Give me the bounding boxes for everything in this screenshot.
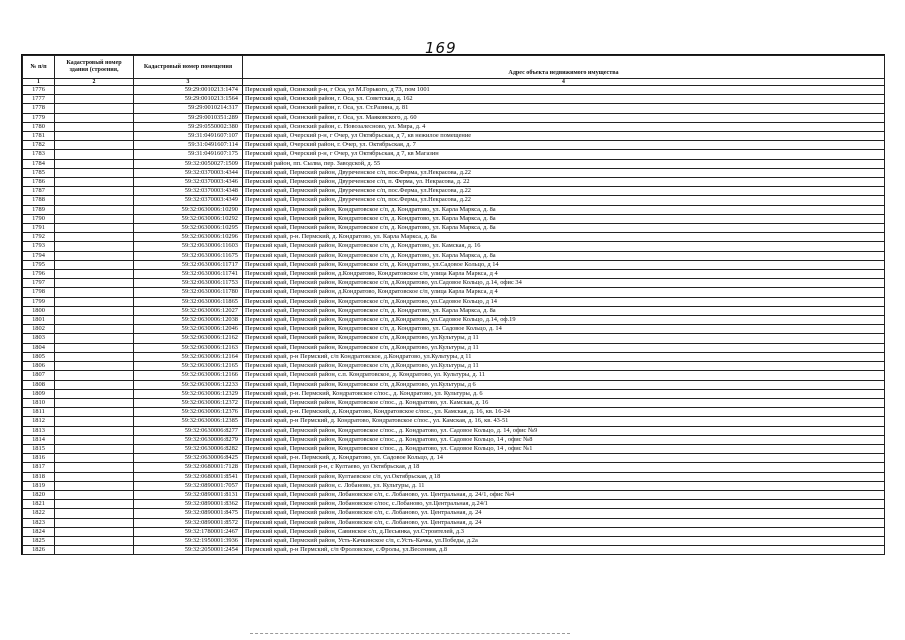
building-cadastral-cell bbox=[55, 104, 134, 113]
table-row bbox=[23, 306, 885, 315]
building-cadastral-cell bbox=[55, 251, 134, 260]
row-number-cell: 1791 bbox=[23, 224, 55, 233]
room-cadastral-cell: 59:32:0050027:1509 bbox=[134, 159, 243, 168]
building-cadastral-cell bbox=[55, 444, 134, 453]
address-cell: Пермский край, р-н Пермский, с/п Фроловское, с.Фролы, ул.Весенняя, д.8 bbox=[243, 546, 885, 555]
room-cadastral-cell: 59:32:1780001:2467 bbox=[134, 527, 243, 536]
table-row bbox=[23, 325, 885, 334]
row-number-cell: 1805 bbox=[23, 352, 55, 361]
table-row bbox=[23, 95, 885, 104]
table-row bbox=[23, 398, 885, 407]
row-number-cell: 1778 bbox=[23, 104, 55, 113]
room-cadastral-cell: 59:32:0630006:12385 bbox=[134, 417, 243, 426]
table-row bbox=[23, 233, 885, 242]
table-row bbox=[23, 168, 885, 177]
row-number-cell: 1800 bbox=[23, 306, 55, 315]
table-row bbox=[23, 454, 885, 463]
building-cadastral-cell bbox=[55, 95, 134, 104]
room-cadastral-cell: 59:31:0491607:107 bbox=[134, 132, 243, 141]
room-cadastral-cell: 59:32:0630006:12166 bbox=[134, 371, 243, 380]
table-row bbox=[23, 270, 885, 279]
column-index: 4 bbox=[243, 79, 885, 86]
table-row bbox=[23, 205, 885, 214]
building-cadastral-cell bbox=[55, 527, 134, 536]
room-cadastral-cell: 59:32:0630006:11603 bbox=[134, 242, 243, 251]
table-row bbox=[23, 150, 885, 159]
header-address: Адрес объекта недвижимого имущества bbox=[243, 56, 885, 79]
building-cadastral-cell bbox=[55, 233, 134, 242]
page-number: 169 bbox=[425, 39, 457, 57]
table-row bbox=[23, 251, 885, 260]
building-cadastral-cell bbox=[55, 122, 134, 131]
building-cadastral-cell bbox=[55, 343, 134, 352]
row-number-cell: 1796 bbox=[23, 270, 55, 279]
address-cell: Пермский край, Пермский район, Двуреченское с/п, пос.Ферма, ул.Некрасова, д.22 bbox=[243, 168, 885, 177]
row-number-cell: 1788 bbox=[23, 196, 55, 205]
row-number-cell: 1814 bbox=[23, 435, 55, 444]
table-row bbox=[23, 187, 885, 196]
building-cadastral-cell bbox=[55, 408, 134, 417]
row-number-cell: 1792 bbox=[23, 233, 55, 242]
table-row bbox=[23, 500, 885, 509]
row-number-cell: 1806 bbox=[23, 362, 55, 371]
room-cadastral-cell: 59:32:0630006:12165 bbox=[134, 362, 243, 371]
room-cadastral-cell: 59:32:0890001:8131 bbox=[134, 490, 243, 499]
table-row bbox=[23, 490, 885, 499]
row-number-cell: 1810 bbox=[23, 398, 55, 407]
room-cadastral-cell: 59:32:0890001:8572 bbox=[134, 518, 243, 527]
table-row bbox=[23, 279, 885, 288]
room-cadastral-cell: 59:32:0680001:8541 bbox=[134, 472, 243, 481]
address-cell: Пермский край, Пермский район, Лобановское с/п, с. Лобаново, ул. Центральная, д. 24 bbox=[243, 509, 885, 518]
row-number-cell: 1801 bbox=[23, 316, 55, 325]
row-number-cell: 1813 bbox=[23, 426, 55, 435]
room-cadastral-cell: 59:32:0630006:10296 bbox=[134, 233, 243, 242]
table-row bbox=[23, 104, 885, 113]
table-row bbox=[23, 518, 885, 527]
room-cadastral-cell: 59:32:1950001:3936 bbox=[134, 536, 243, 545]
room-cadastral-cell: 59:32:0370003:4348 bbox=[134, 187, 243, 196]
table-row bbox=[23, 509, 885, 518]
building-cadastral-cell bbox=[55, 196, 134, 205]
row-number-cell: 1817 bbox=[23, 463, 55, 472]
row-number-cell: 1824 bbox=[23, 527, 55, 536]
address-cell: Пермский край, Пермский район, Кондратовское с/п, д.Кондратово, ул.Культуры, д 11 bbox=[243, 334, 885, 343]
property-registry-table bbox=[21, 54, 885, 555]
address-cell: Пермский край, Пермский район, Кондратовское с/пос., д. Кондратово, ул. Садовое Кольцо, д. 14, офис №9 bbox=[243, 426, 885, 435]
room-cadastral-cell: 59:32:0630006:8279 bbox=[134, 435, 243, 444]
table-row bbox=[23, 463, 885, 472]
room-cadastral-cell: 59:29:0010214:317 bbox=[134, 104, 243, 113]
room-cadastral-cell: 59:29:0010351:289 bbox=[134, 113, 243, 122]
building-cadastral-cell bbox=[55, 398, 134, 407]
room-cadastral-cell: 59:32:0630006:10295 bbox=[134, 224, 243, 233]
row-number-cell: 1787 bbox=[23, 187, 55, 196]
address-cell: Пермский край, Пермский район, Кондратовское с/п, д. Кондратово, ул. Карла Маркса, д. 8а bbox=[243, 224, 885, 233]
row-number-cell: 1785 bbox=[23, 168, 55, 177]
room-cadastral-cell: 59:32:0630006:12164 bbox=[134, 352, 243, 361]
row-number-cell: 1783 bbox=[23, 150, 55, 159]
table-row bbox=[23, 343, 885, 352]
address-cell: Пермский край, Пермский район, Савинское с/п, д.Песьянка, ул.Строителей, д.3 bbox=[243, 527, 885, 536]
address-cell: Пермский край, Пермский район, Двуреченское с/п, п. Ферма, ул. Некрасова, д. 22 bbox=[243, 178, 885, 187]
column-index-row bbox=[23, 79, 885, 86]
table-row bbox=[23, 113, 885, 122]
room-cadastral-cell: 59:32:0890001:7057 bbox=[134, 481, 243, 490]
table-row bbox=[23, 481, 885, 490]
row-number-cell: 1786 bbox=[23, 178, 55, 187]
address-cell: Пермский край, Осинский район, с. Новозалесново, ул. Мира, д. 4 bbox=[243, 122, 885, 131]
building-cadastral-cell bbox=[55, 242, 134, 251]
address-cell: Пермский край, Пермский район, с.п. Кондратовское, д. Кондратово, ул. Культуры, д. 11 bbox=[243, 371, 885, 380]
room-cadastral-cell: 59:29:0010213:1564 bbox=[134, 95, 243, 104]
column-index: 2 bbox=[55, 79, 134, 86]
address-cell: Пермский край, Пермский район, Култаевское с/п, ул.Октябрьская, д 18 bbox=[243, 472, 885, 481]
room-cadastral-cell: 59:32:0630006:8282 bbox=[134, 444, 243, 453]
building-cadastral-cell bbox=[55, 454, 134, 463]
header-num: № п/п bbox=[23, 56, 55, 79]
table-row bbox=[23, 260, 885, 269]
table-row bbox=[23, 122, 885, 131]
building-cadastral-cell bbox=[55, 546, 134, 555]
address-cell: Пермский край, Пермский район, Кондратовское с/пос., д. Кондратово, ул. Садовое Кольцо, 14 , офис №1 bbox=[243, 444, 885, 453]
building-cadastral-cell bbox=[55, 518, 134, 527]
room-cadastral-cell: 59:32:0630006:12163 bbox=[134, 343, 243, 352]
table-row bbox=[23, 196, 885, 205]
building-cadastral-cell bbox=[55, 536, 134, 545]
table-row bbox=[23, 316, 885, 325]
row-number-cell: 1825 bbox=[23, 536, 55, 545]
building-cadastral-cell bbox=[55, 389, 134, 398]
row-number-cell: 1799 bbox=[23, 297, 55, 306]
address-cell: Пермский край, Пермский район, Кондратовское с/п, д.Кондратово, ул.Садовое Кольцо, д.14, офис 34 bbox=[243, 279, 885, 288]
table-row bbox=[23, 132, 885, 141]
address-cell: Пермский край, Пермский район, Кондратовское с/п, д. Кондратово, ул. Садовое Кольцо, д. 14 bbox=[243, 325, 885, 334]
address-cell: Пермский край, Пермский район, Кондратовское с/пос., д. Кондратово, ул. Садовое Кольцо, 14 , офис №8 bbox=[243, 435, 885, 444]
room-cadastral-cell: 59:32:0630006:11675 bbox=[134, 251, 243, 260]
room-cadastral-cell: 59:32:0630006:10292 bbox=[134, 214, 243, 223]
address-cell: Пермский край, Осинский район, г. Оса, ул. Маяковского, д. 60 bbox=[243, 113, 885, 122]
building-cadastral-cell bbox=[55, 306, 134, 315]
room-cadastral-cell: 59:32:0630006:12162 bbox=[134, 334, 243, 343]
address-cell: Пермский край, Пермский район, Кондратовское с/п, д.Кондратово, ул.Культуры, д 11 bbox=[243, 343, 885, 352]
address-cell: Пермский край, Пермский район, Усть-Качкинское с/п, с.Усть-Качка, ул.Победы, д.2а bbox=[243, 536, 885, 545]
row-number-cell: 1804 bbox=[23, 343, 55, 352]
building-cadastral-cell bbox=[55, 132, 134, 141]
table-row bbox=[23, 86, 885, 95]
table-row bbox=[23, 242, 885, 251]
building-cadastral-cell bbox=[55, 490, 134, 499]
building-cadastral-cell bbox=[55, 168, 134, 177]
table-row bbox=[23, 362, 885, 371]
table-row bbox=[23, 141, 885, 150]
room-cadastral-cell: 59:29:0010213:1474 bbox=[134, 86, 243, 95]
address-cell: Пермский край, Очерский р-н, г Очер, ул Октябрьская, д 7, кв нежилое помещение bbox=[243, 132, 885, 141]
room-cadastral-cell: 59:32:2050001:2454 bbox=[134, 546, 243, 555]
address-cell: Пермский край, Пермский район, Кондратовское с/п, д. Кондратово, ул. Камская, д. 16 bbox=[243, 242, 885, 251]
building-cadastral-cell bbox=[55, 362, 134, 371]
room-cadastral-cell: 59:32:0370003:4349 bbox=[134, 196, 243, 205]
address-cell: Пермский край, Пермский район, Кондратовское с/пос., д. Кондратово, ул. Камская, д. 16 bbox=[243, 398, 885, 407]
table-row bbox=[23, 288, 885, 297]
room-cadastral-cell: 59:32:0680001:7128 bbox=[134, 463, 243, 472]
address-cell: Пермский край, Пермский район, Лобановское с/п, с. Лобаново, ул. Центральная, д. 24 bbox=[243, 518, 885, 527]
room-cadastral-cell: 59:32:0630006:11865 bbox=[134, 297, 243, 306]
row-number-cell: 1807 bbox=[23, 371, 55, 380]
table-body bbox=[23, 86, 885, 555]
building-cadastral-cell bbox=[55, 270, 134, 279]
address-cell: Пермский край, Пермский район, Кондратовское с/п, д.Кондратово, ул.Садовое Кольцо, д 14 bbox=[243, 297, 885, 306]
address-cell: Пермский край, Пермский район, Лобановское с/пос, с.Лобаново, ул.Центральная, д.24/1 bbox=[243, 500, 885, 509]
table-row bbox=[23, 371, 885, 380]
building-cadastral-cell bbox=[55, 150, 134, 159]
table-row bbox=[23, 297, 885, 306]
building-cadastral-cell bbox=[55, 472, 134, 481]
building-cadastral-cell bbox=[55, 187, 134, 196]
table-header-row bbox=[23, 56, 885, 79]
row-number-cell: 1816 bbox=[23, 454, 55, 463]
row-number-cell: 1794 bbox=[23, 251, 55, 260]
building-cadastral-cell bbox=[55, 435, 134, 444]
address-cell: Пермский район, пп. Сылва, пер. Заводской, д. 55 bbox=[243, 159, 885, 168]
row-number-cell: 1821 bbox=[23, 500, 55, 509]
room-cadastral-cell: 59:32:0630006:11741 bbox=[134, 270, 243, 279]
row-number-cell: 1795 bbox=[23, 260, 55, 269]
column-index: 3 bbox=[134, 79, 243, 86]
building-cadastral-cell bbox=[55, 509, 134, 518]
address-cell: Пермский край, Пермский р-н, с Култаево, ул Октябрьская, д 18 bbox=[243, 463, 885, 472]
table-row bbox=[23, 178, 885, 187]
address-cell: Пермский край, Осинский район, г. Оса, ул. Ст.Разина, д. 81 bbox=[243, 104, 885, 113]
room-cadastral-cell: 59:32:0630006:11753 bbox=[134, 279, 243, 288]
address-cell: Пермский край, р-н. Пермский, д. Кондратово, ул. Карла Маркса, д. 8а bbox=[243, 233, 885, 242]
table-row bbox=[23, 546, 885, 555]
room-cadastral-cell: 59:32:0630006:8277 bbox=[134, 426, 243, 435]
address-cell: Пермский край, Пермский район, с. Лобаново, ул. Культуры, д. 11 bbox=[243, 481, 885, 490]
row-number-cell: 1780 bbox=[23, 122, 55, 131]
row-number-cell: 1818 bbox=[23, 472, 55, 481]
row-number-cell: 1809 bbox=[23, 389, 55, 398]
table-row bbox=[23, 159, 885, 168]
address-cell: Пермский край, Пермский район, Кондратовское с/п, д.Кондратово, ул.Садовое Кольцо, д.14, оф.19 bbox=[243, 316, 885, 325]
room-cadastral-cell: 59:32:0630006:11717 bbox=[134, 260, 243, 269]
building-cadastral-cell bbox=[55, 224, 134, 233]
building-cadastral-cell bbox=[55, 141, 134, 150]
row-number-cell: 1776 bbox=[23, 86, 55, 95]
building-cadastral-cell bbox=[55, 352, 134, 361]
address-cell: Пермский край, Пермский район, Кондратовское с/п, д. Кондратово, ул. Карла Маркса, д. 8а bbox=[243, 251, 885, 260]
address-cell: Пермский край, р-н Пермский, д. Кондратово, Кондратовское с/пос., ул. Камская, д. 16, кв. 43-51 bbox=[243, 417, 885, 426]
address-cell: Пермский край, Пермский район, Кондратовское с/п, д.Кондратово, ул.Культуры, д 6 bbox=[243, 380, 885, 389]
table-row bbox=[23, 426, 885, 435]
row-number-cell: 1823 bbox=[23, 518, 55, 527]
room-cadastral-cell: 59:32:0630006:12329 bbox=[134, 389, 243, 398]
row-number-cell: 1798 bbox=[23, 288, 55, 297]
address-cell: Пермский край, Пермский район, Кондратовское с/п, д.Кондратово, ул.Культуры, д 11 bbox=[243, 362, 885, 371]
building-cadastral-cell bbox=[55, 500, 134, 509]
table-row bbox=[23, 527, 885, 536]
room-cadastral-cell: 59:31:0491607:114 bbox=[134, 141, 243, 150]
table-row bbox=[23, 444, 885, 453]
room-cadastral-cell: 59:31:0491607:175 bbox=[134, 150, 243, 159]
table-row bbox=[23, 417, 885, 426]
room-cadastral-cell: 59:32:0630006:12027 bbox=[134, 306, 243, 315]
row-number-cell: 1777 bbox=[23, 95, 55, 104]
column-index: 1 bbox=[23, 79, 55, 86]
building-cadastral-cell bbox=[55, 371, 134, 380]
row-number-cell: 1784 bbox=[23, 159, 55, 168]
header-building-cadastral: Кадастровый номер здания (строения, bbox=[55, 56, 134, 79]
building-cadastral-cell bbox=[55, 260, 134, 269]
room-cadastral-cell: 59:32:0630006:12038 bbox=[134, 316, 243, 325]
table-row bbox=[23, 224, 885, 233]
table-row bbox=[23, 408, 885, 417]
address-cell: Пермский край, р-н. Пермский, д. Кондратово, Кондратовское с/пос., ул. Камская, д. 16, кв. 16-24 bbox=[243, 408, 885, 417]
address-cell: Пермский край, Очерский район, г. Очер, ул. Октябрьская, д. 7 bbox=[243, 141, 885, 150]
building-cadastral-cell bbox=[55, 481, 134, 490]
building-cadastral-cell bbox=[55, 417, 134, 426]
building-cadastral-cell bbox=[55, 463, 134, 472]
building-cadastral-cell bbox=[55, 159, 134, 168]
room-cadastral-cell: 59:32:0630006:11780 bbox=[134, 288, 243, 297]
table-row bbox=[23, 352, 885, 361]
address-cell: Пермский край, Очерский р-н, г Очер, ул Октябрьская, д 7, кв Магазин bbox=[243, 150, 885, 159]
room-cadastral-cell: 59:32:0370003:4346 bbox=[134, 178, 243, 187]
row-number-cell: 1822 bbox=[23, 509, 55, 518]
building-cadastral-cell bbox=[55, 205, 134, 214]
row-number-cell: 1789 bbox=[23, 205, 55, 214]
room-cadastral-cell: 59:32:0630006:12046 bbox=[134, 325, 243, 334]
building-cadastral-cell bbox=[55, 214, 134, 223]
table-row bbox=[23, 536, 885, 545]
table-row bbox=[23, 435, 885, 444]
row-number-cell: 1812 bbox=[23, 417, 55, 426]
building-cadastral-cell bbox=[55, 288, 134, 297]
building-cadastral-cell bbox=[55, 325, 134, 334]
address-cell: Пермский край, Пермский район, д.Кондратово, Кондратовское с/п, улица Карла Маркса, д 4 bbox=[243, 270, 885, 279]
row-number-cell: 1820 bbox=[23, 490, 55, 499]
room-cadastral-cell: 59:32:0630006:8425 bbox=[134, 454, 243, 463]
table-row bbox=[23, 472, 885, 481]
table-row bbox=[23, 389, 885, 398]
address-cell: Пермский край, Осинский р-н, г Оса, ул М.Горького, д 73, пом 1001 bbox=[243, 86, 885, 95]
building-cadastral-cell bbox=[55, 426, 134, 435]
address-cell: Пермский край, Пермский район, Двуреченское с/п, пос.Ферма, ул.Некрасова, д.22 bbox=[243, 196, 885, 205]
header-room-cadastral: Кадастровый номер помещения bbox=[134, 56, 243, 79]
row-number-cell: 1802 bbox=[23, 325, 55, 334]
building-cadastral-cell bbox=[55, 178, 134, 187]
building-cadastral-cell bbox=[55, 86, 134, 95]
address-cell: Пермский край, Пермский район, Кондратовское с/п, д. Кондратово, ул. Карла Маркса, д. 8а bbox=[243, 205, 885, 214]
row-number-cell: 1793 bbox=[23, 242, 55, 251]
building-cadastral-cell bbox=[55, 279, 134, 288]
building-cadastral-cell bbox=[55, 380, 134, 389]
address-cell: Пермский край, р-н. Пермский, д. Кондратово, ул. Садовое Кольцо, д. 14 bbox=[243, 454, 885, 463]
row-number-cell: 1826 bbox=[23, 546, 55, 555]
building-cadastral-cell bbox=[55, 297, 134, 306]
building-cadastral-cell bbox=[55, 113, 134, 122]
address-cell: Пермский край, р-н Пермский, с/п Кондратовское, д.Кондратово, ул.Культуры, д 11 bbox=[243, 352, 885, 361]
room-cadastral-cell: 59:32:0890001:8475 bbox=[134, 509, 243, 518]
building-cadastral-cell bbox=[55, 316, 134, 325]
row-number-cell: 1811 bbox=[23, 408, 55, 417]
table-row bbox=[23, 334, 885, 343]
row-number-cell: 1779 bbox=[23, 113, 55, 122]
row-number-cell: 1781 bbox=[23, 132, 55, 141]
address-cell: Пермский край, Осинский район, г. Оса, ул. Советская, д. 162 bbox=[243, 95, 885, 104]
address-cell: Пермский край, Пермский район, Кондратовское с/п, д. Кондратово, ул. Карла Маркса, д. 8а bbox=[243, 306, 885, 315]
row-number-cell: 1808 bbox=[23, 380, 55, 389]
table-row bbox=[23, 214, 885, 223]
row-number-cell: 1819 bbox=[23, 481, 55, 490]
room-cadastral-cell: 59:32:0890001:8362 bbox=[134, 500, 243, 509]
row-number-cell: 1790 bbox=[23, 214, 55, 223]
room-cadastral-cell: 59:32:0630006:10290 bbox=[134, 205, 243, 214]
address-cell: Пермский край, Пермский район, д.Кондратово, Кондратовское с/п, улица Карла Маркса, д 4 bbox=[243, 288, 885, 297]
room-cadastral-cell: 59:32:0630006:12233 bbox=[134, 380, 243, 389]
address-cell: Пермский край, Пермский район, Двуреченское с/п, пос.Ферма, ул.Некрасова, д.22 bbox=[243, 187, 885, 196]
building-cadastral-cell bbox=[55, 334, 134, 343]
scan-edge-mark bbox=[250, 633, 570, 638]
address-cell: Пермский край, Пермский район, Кондратовское с/п, д. Кондратово, ул. Карла Маркса, д. 8а bbox=[243, 214, 885, 223]
address-cell: Пермский край, Пермский район, Кондратовское с/п, д. Кондратово, ул.Садовое Кольцо, д 14 bbox=[243, 260, 885, 269]
row-number-cell: 1797 bbox=[23, 279, 55, 288]
row-number-cell: 1815 bbox=[23, 444, 55, 453]
room-cadastral-cell: 59:32:0370003:4344 bbox=[134, 168, 243, 177]
room-cadastral-cell: 59:32:0630006:12376 bbox=[134, 408, 243, 417]
address-cell: Пермский край, Пермский район, Лобановское с/п, с. Лобаново, ул. Центральная, д. 24/1, офис №4 bbox=[243, 490, 885, 499]
room-cadastral-cell: 59:29:0550002:380 bbox=[134, 122, 243, 131]
row-number-cell: 1803 bbox=[23, 334, 55, 343]
row-number-cell: 1782 bbox=[23, 141, 55, 150]
address-cell: Пермский край, р-н. Пермский, Кондратовское с/пос., д. Кондратово, ул. Культуры, д. 6 bbox=[243, 389, 885, 398]
room-cadastral-cell: 59:32:0630006:12372 bbox=[134, 398, 243, 407]
table-row bbox=[23, 380, 885, 389]
